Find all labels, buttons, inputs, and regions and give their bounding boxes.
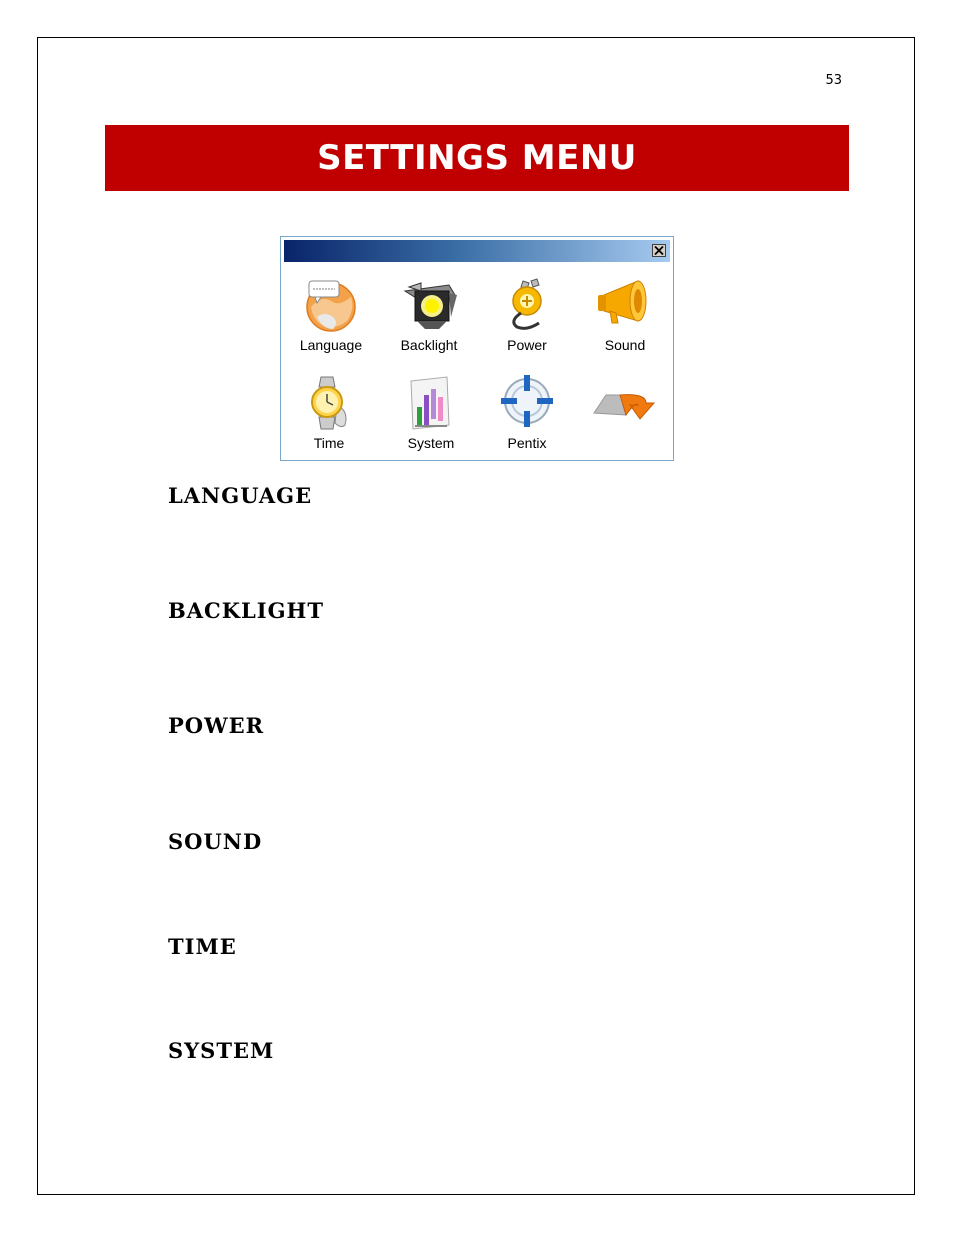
power-label: Power [507, 337, 547, 353]
dialog-titlebar [284, 240, 670, 262]
arrow-icon [590, 375, 660, 431]
section-heading-sound: SOUND [168, 829, 263, 854]
spotlight-icon [399, 277, 459, 333]
globe-icon [303, 277, 359, 333]
time-button[interactable] [281, 375, 377, 465]
title-banner [105, 125, 849, 191]
crosshair-icon [499, 375, 555, 431]
section-heading-time: TIME [168, 934, 237, 959]
close-button[interactable] [652, 244, 666, 257]
time-label: Time [313, 435, 345, 451]
bar-chart-icon [403, 375, 459, 431]
section-heading-language: LANGUAGE [168, 483, 313, 508]
megaphone-icon [594, 277, 656, 333]
backlight-label: Backlight [400, 337, 458, 353]
section-heading-backlight: BACKLIGHT [168, 598, 324, 623]
system-button[interactable] [383, 375, 479, 465]
page-title: SETTINGS MENU [317, 138, 637, 178]
plug-icon [499, 277, 555, 333]
sound-button[interactable] [577, 277, 673, 367]
section-heading-system: SYSTEM [168, 1038, 275, 1063]
page-number: 53 [825, 73, 842, 88]
sound-label: Sound [604, 337, 646, 353]
next-page-button[interactable] [577, 375, 673, 465]
section-heading-power: POWER [168, 713, 265, 738]
close-icon [654, 246, 664, 255]
clock-icon [301, 375, 357, 431]
pentix-button[interactable] [479, 375, 575, 465]
pentix-label: Pentix [507, 435, 547, 451]
backlight-button[interactable] [381, 277, 477, 367]
power-button[interactable] [479, 277, 575, 367]
language-button[interactable] [283, 277, 379, 367]
settings-dialog [280, 236, 674, 461]
system-label: System [407, 435, 455, 451]
language-label: Language [299, 337, 363, 353]
